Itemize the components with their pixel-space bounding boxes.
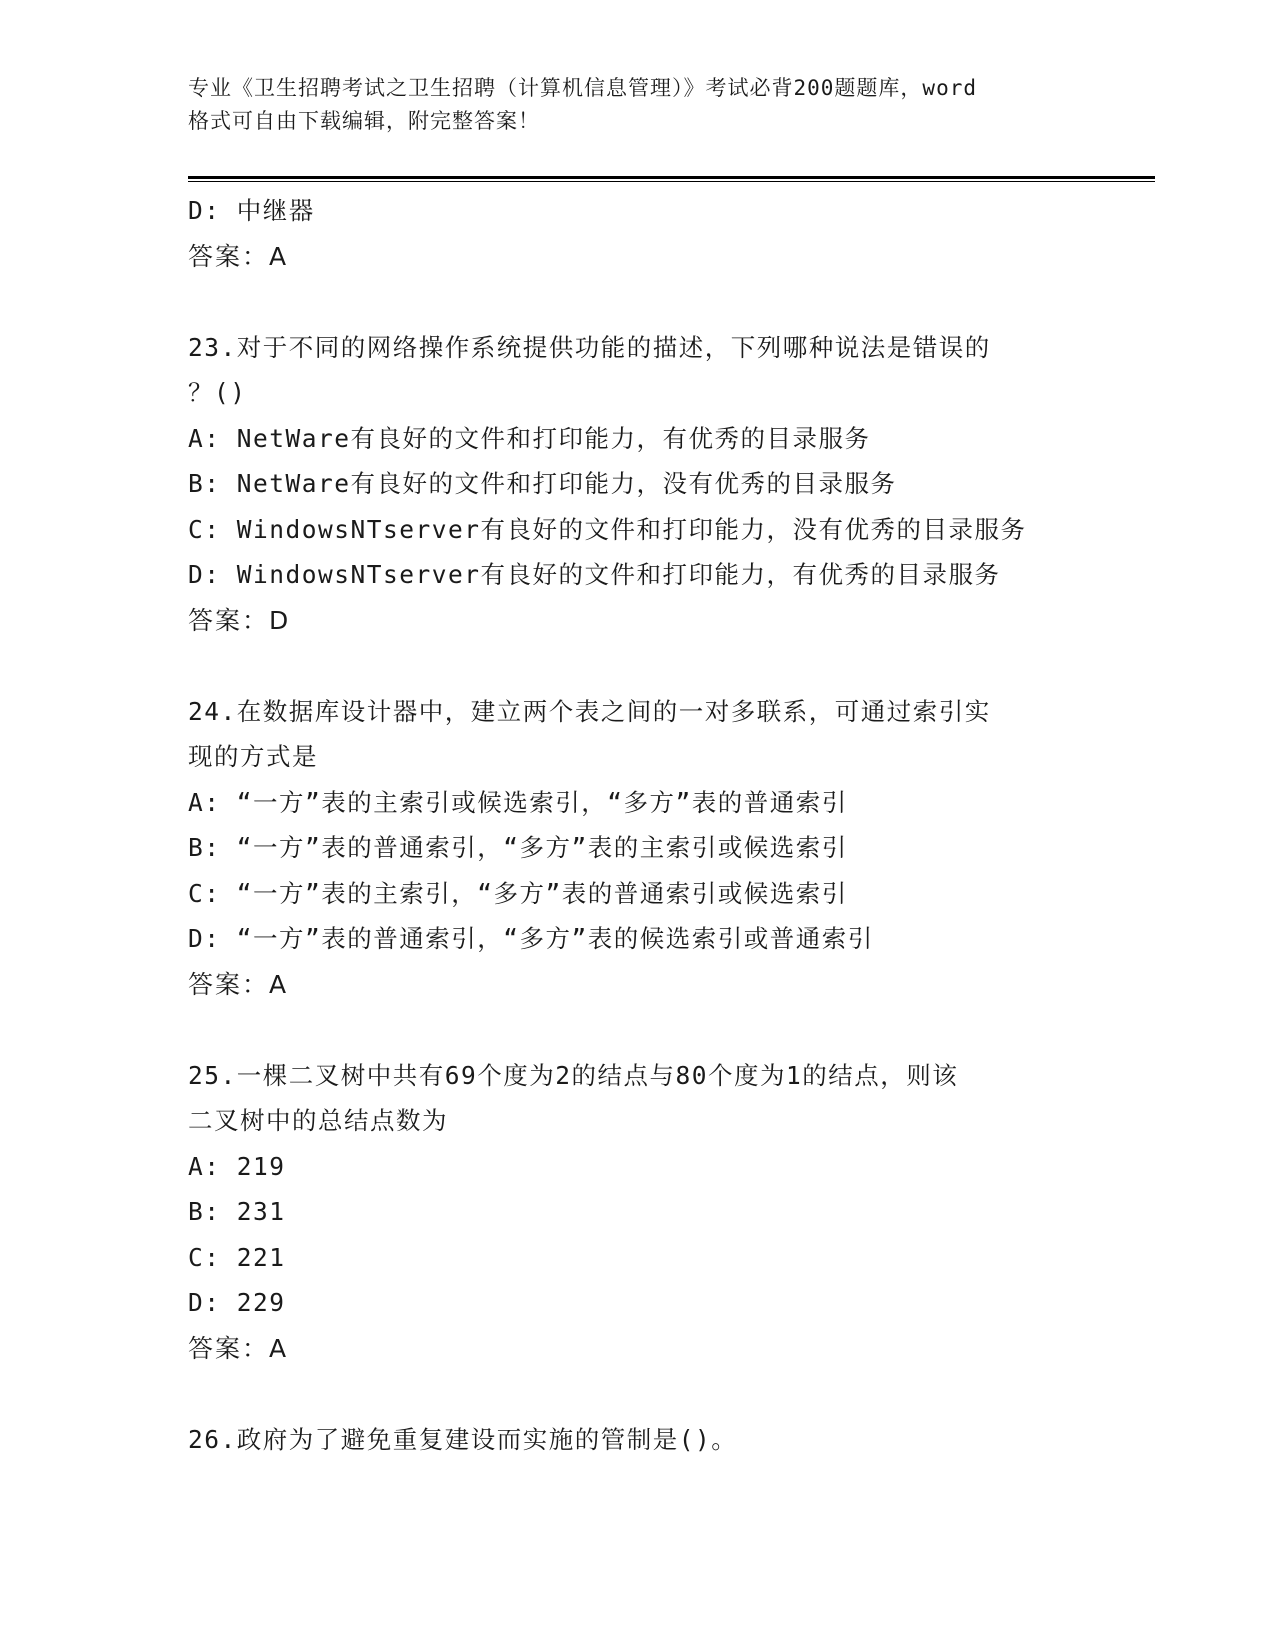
header-line-1: 专业《卫生招聘考试之卫生招聘（计算机信息管理）》考试必背200题题库，word [188,76,977,100]
option-c: C: 221 [188,1242,286,1272]
document-header [188,72,1088,138]
question-stem: 25.一棵二叉树中共有69个度为2的结点与80个度为1的结点，则该 [188,1060,959,1090]
option-b: B: 231 [188,1197,286,1226]
spacer [188,643,1088,689]
option-b: B: “一方”表的普通索引，“多方”表的主索引或候选索引 [188,833,848,862]
header-divider-thick [188,176,1155,179]
question-stem: 24.在数据库设计器中，建立两个表之间的一对多联系，可通过索引实 [188,696,991,726]
option-d: D: “一方”表的普通索引，“多方”表的候选索引或普通索引 [188,924,874,953]
spacer [188,1371,1088,1417]
question-25 [188,1053,1088,1372]
question-stem-continued: 二叉树中的总结点数为 [188,1106,448,1135]
answer: 答案：A [188,1333,289,1363]
answer: 答案：D [188,605,291,635]
spacer [188,279,1088,325]
question-stem: 23.对于不同的网络操作系统提供功能的描述，下列哪种说法是错误的 [188,332,991,362]
option-d: D: WindowsNTserver有良好的文件和打印能力，有优秀的目录服务 [188,560,1001,589]
spacer [188,1007,1088,1053]
question-22-tail [188,188,1088,279]
question-stem: 26.政府为了避免重复建设而实施的管制是()。 [188,1424,738,1454]
option-c: C: WindowsNTserver有良好的文件和打印能力，没有优秀的目录服务 [188,514,1027,544]
option-d: D: 229 [188,1288,286,1317]
option-c: C: “一方”表的主索引，“多方”表的普通索引或候选索引 [188,878,848,908]
option-a: A: 219 [188,1151,286,1181]
question-26 [188,1417,1088,1463]
question-23 [188,325,1088,644]
option-b: B: NetWare有良好的文件和打印能力，没有优秀的目录服务 [188,469,897,498]
header-line-2: 格式可自由下载编辑，附完整答案！ [188,109,540,133]
option-a: A: “一方”表的主索引或候选索引，“多方”表的普通索引 [188,787,848,817]
header-divider-thin [188,181,1155,182]
option-a: A: NetWare有良好的文件和打印能力，有优秀的目录服务 [188,423,871,453]
option-d: D: 中继器 [188,196,315,225]
answer: 答案：A [188,969,289,999]
question-stem-continued: ？() [188,378,247,407]
question-stem-continued: 现的方式是 [188,742,318,771]
question-24 [188,689,1088,1008]
answer: 答案：A [188,241,289,271]
question-list [188,188,1088,1462]
